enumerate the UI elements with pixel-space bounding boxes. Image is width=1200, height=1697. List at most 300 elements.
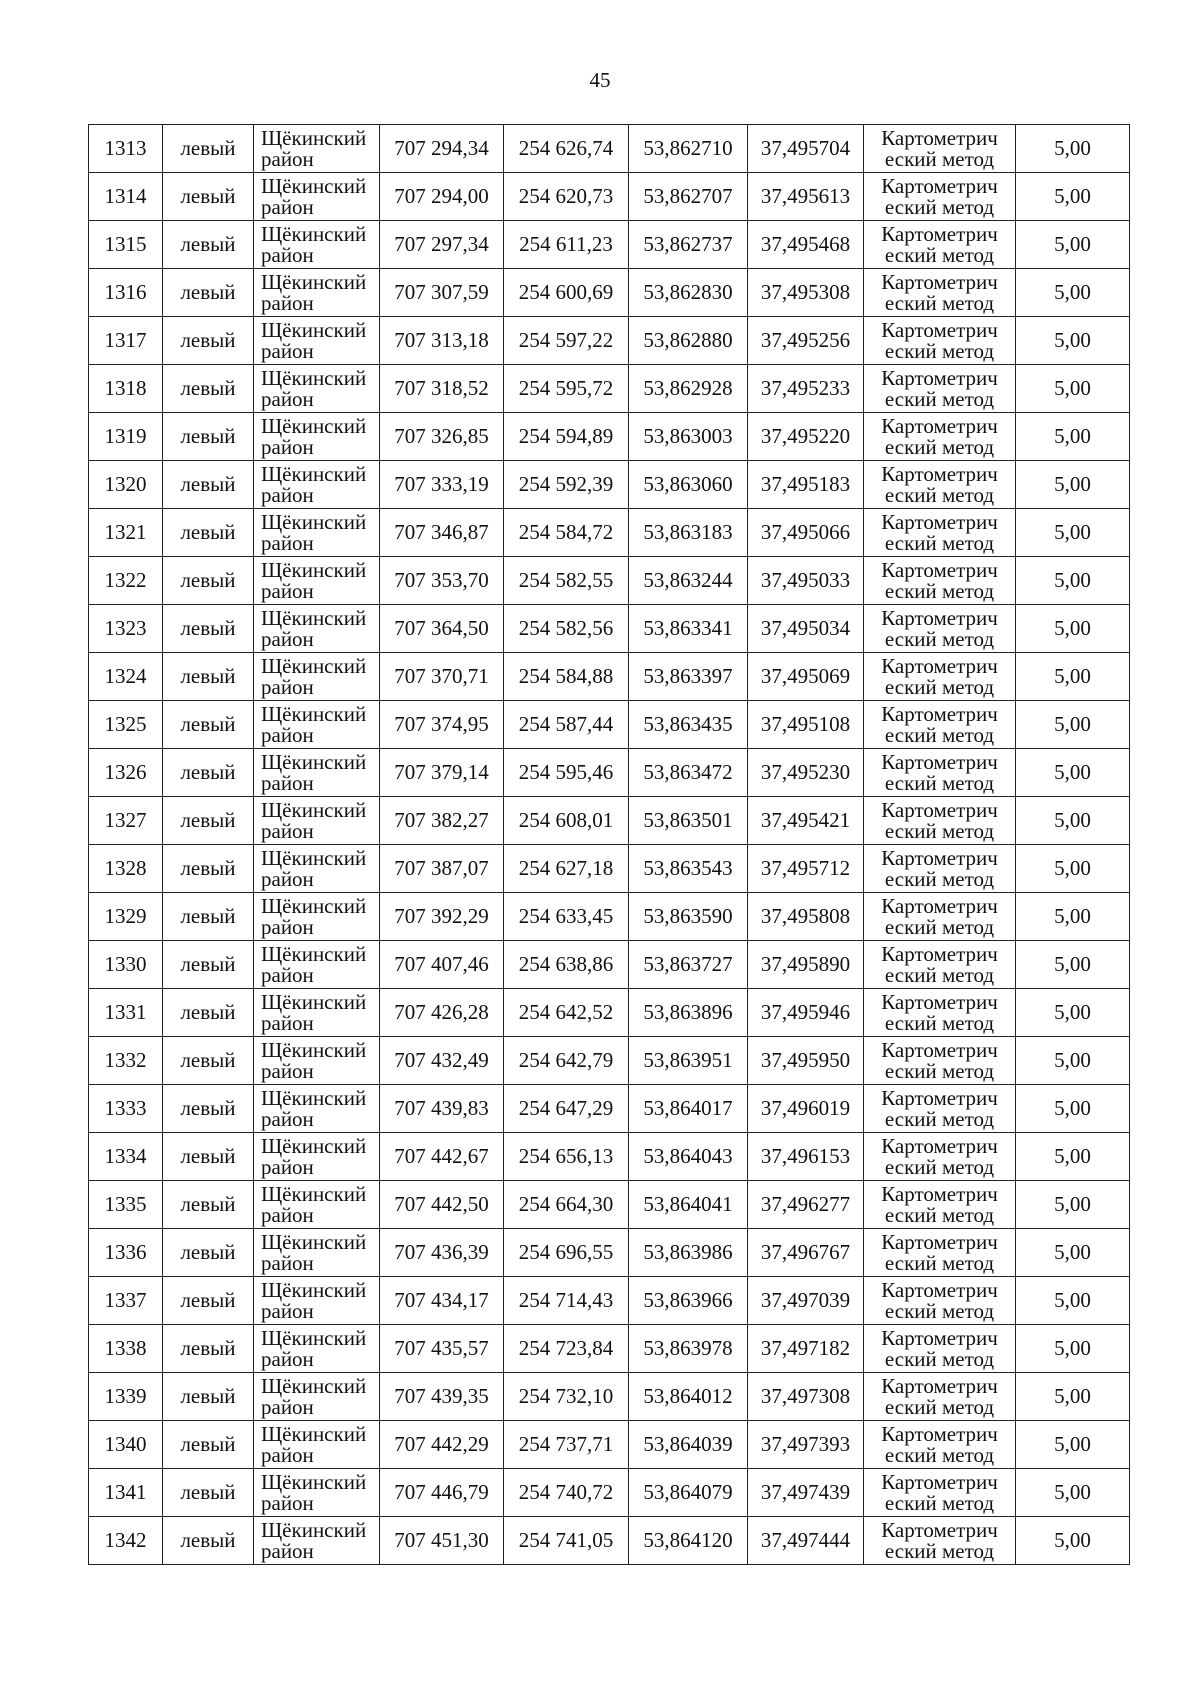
side-cell: левый	[163, 1085, 254, 1133]
method-cell: Картометрич еский метод	[864, 893, 1016, 941]
district-cell: Щёкинский район	[254, 1469, 380, 1517]
longitude-cell: 37,495808	[748, 893, 864, 941]
x-coordinate-cell: 707 387,07	[380, 845, 504, 893]
y-coordinate-cell: 254 626,74	[504, 125, 629, 173]
point-number-cell: 1335	[89, 1181, 163, 1229]
accuracy-cell: 5,00	[1016, 221, 1130, 269]
y-coordinate-cell: 254 600,69	[504, 269, 629, 317]
district-cell: Щёкинский район	[254, 1517, 380, 1565]
point-number-cell: 1321	[89, 509, 163, 557]
point-number-cell: 1320	[89, 461, 163, 509]
table-body	[89, 125, 1130, 1565]
x-coordinate-cell: 707 379,14	[380, 749, 504, 797]
accuracy-cell: 5,00	[1016, 1085, 1130, 1133]
longitude-cell: 37,495069	[748, 653, 864, 701]
y-coordinate-cell: 254 642,52	[504, 989, 629, 1037]
table-row	[89, 845, 1130, 893]
x-coordinate-cell: 707 439,35	[380, 1373, 504, 1421]
x-coordinate-cell: 707 326,85	[380, 413, 504, 461]
side-cell: левый	[163, 509, 254, 557]
side-cell: левый	[163, 1517, 254, 1565]
table-row	[89, 1325, 1130, 1373]
accuracy-cell: 5,00	[1016, 461, 1130, 509]
district-cell: Щёкинский район	[254, 1181, 380, 1229]
longitude-cell: 37,495950	[748, 1037, 864, 1085]
point-number-cell: 1314	[89, 173, 163, 221]
side-cell: левый	[163, 413, 254, 461]
longitude-cell: 37,495230	[748, 749, 864, 797]
x-coordinate-cell: 707 432,49	[380, 1037, 504, 1085]
district-cell: Щёкинский район	[254, 413, 380, 461]
y-coordinate-cell: 254 696,55	[504, 1229, 629, 1277]
side-cell: левый	[163, 557, 254, 605]
district-cell: Щёкинский район	[254, 461, 380, 509]
table-row	[89, 1037, 1130, 1085]
longitude-cell: 37,495421	[748, 797, 864, 845]
method-cell: Картометрич еский метод	[864, 845, 1016, 893]
side-cell: левый	[163, 317, 254, 365]
point-number-cell: 1336	[89, 1229, 163, 1277]
y-coordinate-cell: 254 638,86	[504, 941, 629, 989]
y-coordinate-cell: 254 723,84	[504, 1325, 629, 1373]
accuracy-cell: 5,00	[1016, 509, 1130, 557]
table-row	[89, 1085, 1130, 1133]
accuracy-cell: 5,00	[1016, 1229, 1130, 1277]
table-row	[89, 269, 1130, 317]
table-row	[89, 317, 1130, 365]
longitude-cell: 37,495220	[748, 413, 864, 461]
district-cell: Щёкинский район	[254, 941, 380, 989]
point-number-cell: 1340	[89, 1421, 163, 1469]
longitude-cell: 37,495613	[748, 173, 864, 221]
method-cell: Картометрич еский метод	[864, 509, 1016, 557]
latitude-cell: 53,864120	[629, 1517, 748, 1565]
method-cell: Картометрич еский метод	[864, 1325, 1016, 1373]
table-row	[89, 989, 1130, 1037]
table-row	[89, 749, 1130, 797]
latitude-cell: 53,864079	[629, 1469, 748, 1517]
method-cell: Картометрич еский метод	[864, 125, 1016, 173]
method-cell: Картометрич еский метод	[864, 1181, 1016, 1229]
x-coordinate-cell: 707 442,50	[380, 1181, 504, 1229]
latitude-cell: 53,862928	[629, 365, 748, 413]
longitude-cell: 37,496153	[748, 1133, 864, 1181]
longitude-cell: 37,497444	[748, 1517, 864, 1565]
accuracy-cell: 5,00	[1016, 893, 1130, 941]
y-coordinate-cell: 254 595,72	[504, 365, 629, 413]
x-coordinate-cell: 707 374,95	[380, 701, 504, 749]
method-cell: Картометрич еский метод	[864, 941, 1016, 989]
accuracy-cell: 5,00	[1016, 1181, 1130, 1229]
y-coordinate-cell: 254 732,10	[504, 1373, 629, 1421]
latitude-cell: 53,863978	[629, 1325, 748, 1373]
table-row	[89, 365, 1130, 413]
district-cell: Щёкинский район	[254, 1277, 380, 1325]
y-coordinate-cell: 254 620,73	[504, 173, 629, 221]
point-number-cell: 1332	[89, 1037, 163, 1085]
x-coordinate-cell: 707 364,50	[380, 605, 504, 653]
table-row	[89, 605, 1130, 653]
latitude-cell: 53,863244	[629, 557, 748, 605]
method-cell: Картометрич еский метод	[864, 269, 1016, 317]
point-number-cell: 1341	[89, 1469, 163, 1517]
side-cell: левый	[163, 125, 254, 173]
table-row	[89, 701, 1130, 749]
method-cell: Картометрич еский метод	[864, 1133, 1016, 1181]
x-coordinate-cell: 707 294,34	[380, 125, 504, 173]
district-cell: Щёкинский район	[254, 893, 380, 941]
table-row	[89, 1469, 1130, 1517]
side-cell: левый	[163, 605, 254, 653]
x-coordinate-cell: 707 435,57	[380, 1325, 504, 1373]
method-cell: Картометрич еский метод	[864, 413, 1016, 461]
accuracy-cell: 5,00	[1016, 269, 1130, 317]
side-cell: левый	[163, 1325, 254, 1373]
latitude-cell: 53,863951	[629, 1037, 748, 1085]
y-coordinate-cell: 254 656,13	[504, 1133, 629, 1181]
table-row	[89, 125, 1130, 173]
table-row	[89, 797, 1130, 845]
latitude-cell: 53,863435	[629, 701, 748, 749]
point-number-cell: 1338	[89, 1325, 163, 1373]
side-cell: левый	[163, 701, 254, 749]
latitude-cell: 53,862830	[629, 269, 748, 317]
method-cell: Картометрич еский метод	[864, 605, 1016, 653]
x-coordinate-cell: 707 434,17	[380, 1277, 504, 1325]
y-coordinate-cell: 254 594,89	[504, 413, 629, 461]
accuracy-cell: 5,00	[1016, 845, 1130, 893]
table-row	[89, 893, 1130, 941]
x-coordinate-cell: 707 294,00	[380, 173, 504, 221]
point-number-cell: 1334	[89, 1133, 163, 1181]
point-number-cell: 1326	[89, 749, 163, 797]
table-row	[89, 221, 1130, 269]
y-coordinate-cell: 254 740,72	[504, 1469, 629, 1517]
x-coordinate-cell: 707 297,34	[380, 221, 504, 269]
y-coordinate-cell: 254 584,88	[504, 653, 629, 701]
side-cell: левый	[163, 1229, 254, 1277]
y-coordinate-cell: 254 627,18	[504, 845, 629, 893]
side-cell: левый	[163, 1469, 254, 1517]
point-number-cell: 1316	[89, 269, 163, 317]
district-cell: Щёкинский район	[254, 557, 380, 605]
side-cell: левый	[163, 461, 254, 509]
side-cell: левый	[163, 1373, 254, 1421]
accuracy-cell: 5,00	[1016, 941, 1130, 989]
district-cell: Щёкинский район	[254, 1037, 380, 1085]
table-row	[89, 173, 1130, 221]
method-cell: Картометрич еский метод	[864, 1037, 1016, 1085]
y-coordinate-cell: 254 664,30	[504, 1181, 629, 1229]
y-coordinate-cell: 254 741,05	[504, 1517, 629, 1565]
longitude-cell: 37,495233	[748, 365, 864, 413]
accuracy-cell: 5,00	[1016, 701, 1130, 749]
page-number: 45	[589, 68, 611, 92]
district-cell: Щёкинский район	[254, 125, 380, 173]
latitude-cell: 53,863896	[629, 989, 748, 1037]
y-coordinate-cell: 254 587,44	[504, 701, 629, 749]
district-cell: Щёкинский район	[254, 173, 380, 221]
side-cell: левый	[163, 653, 254, 701]
table-row	[89, 941, 1130, 989]
district-cell: Щёкинский район	[254, 221, 380, 269]
latitude-cell: 53,864017	[629, 1085, 748, 1133]
district-cell: Щёкинский район	[254, 1325, 380, 1373]
method-cell: Картометрич еский метод	[864, 1421, 1016, 1469]
accuracy-cell: 5,00	[1016, 1421, 1130, 1469]
latitude-cell: 53,864043	[629, 1133, 748, 1181]
latitude-cell: 53,864039	[629, 1421, 748, 1469]
longitude-cell: 37,495256	[748, 317, 864, 365]
district-cell: Щёкинский район	[254, 365, 380, 413]
method-cell: Картометрич еский метод	[864, 461, 1016, 509]
accuracy-cell: 5,00	[1016, 413, 1130, 461]
accuracy-cell: 5,00	[1016, 1133, 1130, 1181]
table-row	[89, 557, 1130, 605]
table-row	[89, 1181, 1130, 1229]
x-coordinate-cell: 707 307,59	[380, 269, 504, 317]
table-row	[89, 1517, 1130, 1565]
table-row	[89, 1373, 1130, 1421]
table-row	[89, 1133, 1130, 1181]
x-coordinate-cell: 707 426,28	[380, 989, 504, 1037]
point-number-cell: 1319	[89, 413, 163, 461]
longitude-cell: 37,495890	[748, 941, 864, 989]
point-number-cell: 1323	[89, 605, 163, 653]
district-cell: Щёкинский район	[254, 1133, 380, 1181]
longitude-cell: 37,495308	[748, 269, 864, 317]
point-number-cell: 1342	[89, 1517, 163, 1565]
side-cell: левый	[163, 1421, 254, 1469]
y-coordinate-cell: 254 597,22	[504, 317, 629, 365]
district-cell: Щёкинский район	[254, 1421, 380, 1469]
latitude-cell: 53,863341	[629, 605, 748, 653]
side-cell: левый	[163, 173, 254, 221]
method-cell: Картометрич еский метод	[864, 749, 1016, 797]
side-cell: левый	[163, 221, 254, 269]
method-cell: Картометрич еский метод	[864, 1085, 1016, 1133]
district-cell: Щёкинский район	[254, 1229, 380, 1277]
district-cell: Щёкинский район	[254, 845, 380, 893]
method-cell: Картометрич еский метод	[864, 1517, 1016, 1565]
longitude-cell: 37,495183	[748, 461, 864, 509]
method-cell: Картометрич еский метод	[864, 365, 1016, 413]
point-number-cell: 1324	[89, 653, 163, 701]
y-coordinate-cell: 254 608,01	[504, 797, 629, 845]
point-number-cell: 1325	[89, 701, 163, 749]
x-coordinate-cell: 707 370,71	[380, 653, 504, 701]
accuracy-cell: 5,00	[1016, 749, 1130, 797]
x-coordinate-cell: 707 439,83	[380, 1085, 504, 1133]
point-number-cell: 1331	[89, 989, 163, 1037]
y-coordinate-cell: 254 633,45	[504, 893, 629, 941]
accuracy-cell: 5,00	[1016, 1373, 1130, 1421]
point-number-cell: 1322	[89, 557, 163, 605]
method-cell: Картометрич еский метод	[864, 653, 1016, 701]
accuracy-cell: 5,00	[1016, 1325, 1130, 1373]
latitude-cell: 53,863003	[629, 413, 748, 461]
latitude-cell: 53,863060	[629, 461, 748, 509]
accuracy-cell: 5,00	[1016, 989, 1130, 1037]
method-cell: Картометрич еский метод	[864, 557, 1016, 605]
side-cell: левый	[163, 1037, 254, 1085]
accuracy-cell: 5,00	[1016, 605, 1130, 653]
x-coordinate-cell: 707 442,29	[380, 1421, 504, 1469]
district-cell: Щёкинский район	[254, 605, 380, 653]
y-coordinate-cell: 254 647,29	[504, 1085, 629, 1133]
y-coordinate-cell: 254 595,46	[504, 749, 629, 797]
longitude-cell: 37,497439	[748, 1469, 864, 1517]
x-coordinate-cell: 707 436,39	[380, 1229, 504, 1277]
x-coordinate-cell: 707 407,46	[380, 941, 504, 989]
table-row	[89, 653, 1130, 701]
side-cell: левый	[163, 845, 254, 893]
district-cell: Щёкинский район	[254, 1085, 380, 1133]
point-number-cell: 1317	[89, 317, 163, 365]
district-cell: Щёкинский район	[254, 653, 380, 701]
table-row	[89, 1421, 1130, 1469]
method-cell: Картометрич еский метод	[864, 1469, 1016, 1517]
latitude-cell: 53,863472	[629, 749, 748, 797]
y-coordinate-cell: 254 582,56	[504, 605, 629, 653]
method-cell: Картометрич еский метод	[864, 1373, 1016, 1421]
y-coordinate-cell: 254 737,71	[504, 1421, 629, 1469]
x-coordinate-cell: 707 313,18	[380, 317, 504, 365]
accuracy-cell: 5,00	[1016, 797, 1130, 845]
district-cell: Щёкинский район	[254, 269, 380, 317]
point-number-cell: 1339	[89, 1373, 163, 1421]
method-cell: Картометрич еский метод	[864, 989, 1016, 1037]
accuracy-cell: 5,00	[1016, 1517, 1130, 1565]
table-row	[89, 1277, 1130, 1325]
side-cell: левый	[163, 893, 254, 941]
longitude-cell: 37,495468	[748, 221, 864, 269]
latitude-cell: 53,864041	[629, 1181, 748, 1229]
district-cell: Щёкинский район	[254, 797, 380, 845]
latitude-cell: 53,863727	[629, 941, 748, 989]
side-cell: левый	[163, 1181, 254, 1229]
longitude-cell: 37,497393	[748, 1421, 864, 1469]
method-cell: Картометрич еский метод	[864, 1277, 1016, 1325]
x-coordinate-cell: 707 353,70	[380, 557, 504, 605]
side-cell: левый	[163, 365, 254, 413]
latitude-cell: 53,863501	[629, 797, 748, 845]
latitude-cell: 53,863966	[629, 1277, 748, 1325]
side-cell: левый	[163, 797, 254, 845]
district-cell: Щёкинский район	[254, 509, 380, 557]
longitude-cell: 37,495704	[748, 125, 864, 173]
point-number-cell: 1333	[89, 1085, 163, 1133]
longitude-cell: 37,497039	[748, 1277, 864, 1325]
district-cell: Щёкинский район	[254, 317, 380, 365]
point-number-cell: 1330	[89, 941, 163, 989]
longitude-cell: 37,496277	[748, 1181, 864, 1229]
accuracy-cell: 5,00	[1016, 653, 1130, 701]
accuracy-cell: 5,00	[1016, 317, 1130, 365]
point-number-cell: 1327	[89, 797, 163, 845]
longitude-cell: 37,495946	[748, 989, 864, 1037]
table-row	[89, 1229, 1130, 1277]
accuracy-cell: 5,00	[1016, 1277, 1130, 1325]
latitude-cell: 53,863397	[629, 653, 748, 701]
accuracy-cell: 5,00	[1016, 365, 1130, 413]
method-cell: Картометрич еский метод	[864, 221, 1016, 269]
latitude-cell: 53,863590	[629, 893, 748, 941]
longitude-cell: 37,497308	[748, 1373, 864, 1421]
point-number-cell: 1328	[89, 845, 163, 893]
table-row	[89, 413, 1130, 461]
point-number-cell: 1318	[89, 365, 163, 413]
x-coordinate-cell: 707 446,79	[380, 1469, 504, 1517]
x-coordinate-cell: 707 346,87	[380, 509, 504, 557]
method-cell: Картометрич еский метод	[864, 797, 1016, 845]
latitude-cell: 53,863543	[629, 845, 748, 893]
x-coordinate-cell: 707 392,29	[380, 893, 504, 941]
latitude-cell: 53,862880	[629, 317, 748, 365]
side-cell: левый	[163, 989, 254, 1037]
y-coordinate-cell: 254 642,79	[504, 1037, 629, 1085]
accuracy-cell: 5,00	[1016, 557, 1130, 605]
latitude-cell: 53,862707	[629, 173, 748, 221]
accuracy-cell: 5,00	[1016, 125, 1130, 173]
side-cell: левый	[163, 749, 254, 797]
table-row	[89, 461, 1130, 509]
latitude-cell: 53,864012	[629, 1373, 748, 1421]
side-cell: левый	[163, 1277, 254, 1325]
method-cell: Картометрич еский метод	[864, 1229, 1016, 1277]
longitude-cell: 37,495066	[748, 509, 864, 557]
latitude-cell: 53,863183	[629, 509, 748, 557]
district-cell: Щёкинский район	[254, 1373, 380, 1421]
latitude-cell: 53,863986	[629, 1229, 748, 1277]
point-number-cell: 1315	[89, 221, 163, 269]
point-number-cell: 1329	[89, 893, 163, 941]
x-coordinate-cell: 707 451,30	[380, 1517, 504, 1565]
y-coordinate-cell: 254 611,23	[504, 221, 629, 269]
table-row	[89, 509, 1130, 557]
district-cell: Щёкинский район	[254, 701, 380, 749]
y-coordinate-cell: 254 582,55	[504, 557, 629, 605]
district-cell: Щёкинский район	[254, 989, 380, 1037]
point-number-cell: 1337	[89, 1277, 163, 1325]
side-cell: левый	[163, 269, 254, 317]
y-coordinate-cell: 254 714,43	[504, 1277, 629, 1325]
side-cell: левый	[163, 1133, 254, 1181]
method-cell: Картометрич еский метод	[864, 701, 1016, 749]
latitude-cell: 53,862737	[629, 221, 748, 269]
accuracy-cell: 5,00	[1016, 173, 1130, 221]
side-cell: левый	[163, 941, 254, 989]
longitude-cell: 37,497182	[748, 1325, 864, 1373]
longitude-cell: 37,496019	[748, 1085, 864, 1133]
longitude-cell: 37,495033	[748, 557, 864, 605]
longitude-cell: 37,495712	[748, 845, 864, 893]
x-coordinate-cell: 707 442,67	[380, 1133, 504, 1181]
district-cell: Щёкинский район	[254, 749, 380, 797]
longitude-cell: 37,496767	[748, 1229, 864, 1277]
longitude-cell: 37,495108	[748, 701, 864, 749]
x-coordinate-cell: 707 382,27	[380, 797, 504, 845]
method-cell: Картометрич еский метод	[864, 173, 1016, 221]
x-coordinate-cell: 707 318,52	[380, 365, 504, 413]
accuracy-cell: 5,00	[1016, 1469, 1130, 1517]
y-coordinate-cell: 254 592,39	[504, 461, 629, 509]
longitude-cell: 37,495034	[748, 605, 864, 653]
coordinates-table	[88, 124, 1130, 1565]
method-cell: Картометрич еский метод	[864, 317, 1016, 365]
point-number-cell: 1313	[89, 125, 163, 173]
accuracy-cell: 5,00	[1016, 1037, 1130, 1085]
